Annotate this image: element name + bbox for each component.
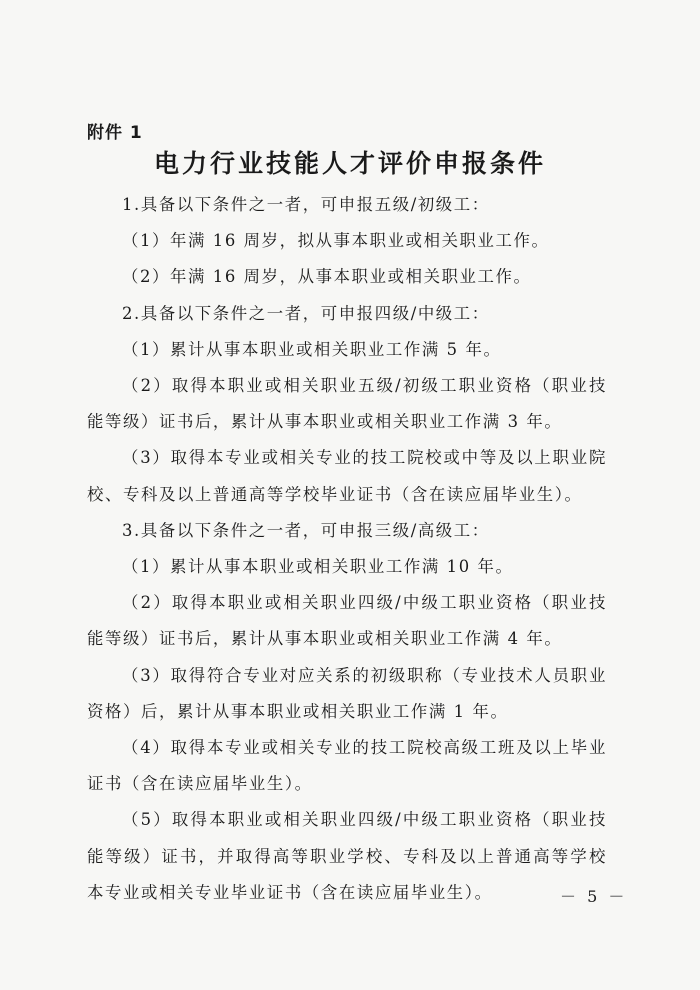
- document-title: 电力行业技能人才评价申报条件: [153, 149, 546, 178]
- paragraph-level5-heading: 1.具备以下条件之一者，可申报五级/初级工：: [122, 195, 490, 214]
- paragraph-level4-heading: 2.具备以下条件之一者，可申报四级/中级工：: [122, 303, 490, 323]
- page-number: － 5 －: [560, 887, 628, 906]
- paragraph-level5-item2: （2）年满 16 周岁，从事本职业或相关职业工作。: [122, 267, 532, 287]
- attachment-label: 附件 1: [87, 123, 143, 143]
- paragraph-level3-item1: （1）累计从事本职业或相关职业工作满 10 年。: [122, 557, 514, 577]
- paragraph-level3-item5: （5）取得本职业或相关职业四级/中级工职业资格（职业技能等级）证书，并取得高等职业学校、专科及以上普通高等学校本专业或相关专业毕业证书（含在读应届毕业生）。: [87, 810, 607, 902]
- document-body: [87, 187, 607, 911]
- paragraph-level3-item3: （3）取得符合专业对应关系的初级职称（专业技术人员职业资格）后，累计从事本职业或相关职业工作满 1 年。: [87, 665, 607, 721]
- paragraph-level5-item1: （1）年满 16 周岁，拟从事本职业或相关职业工作。: [122, 231, 550, 251]
- paragraph-level3-item4: （4）取得本专业或相关专业的技工院校高级工班及以上毕业证书（含在读应届毕业生）。: [87, 738, 607, 794]
- paragraph-level4-item3: （3）取得本专业或相关专业的技工院校或中等及以上职业院校、专科及以上普通高等学校毕业证书（含在读应届毕业生）。: [87, 448, 607, 504]
- paragraph-level4-item2: （2）取得本职业或相关职业五级/初级工职业资格（职业技能等级）证书后，累计从事本职业或相关职业工作满 3 年。: [87, 376, 607, 432]
- paragraph-level3-item2: （2）取得本职业或相关职业四级/中级工职业资格（职业技能等级）证书后，累计从事本职业或相关职业工作满 4 年。: [87, 593, 607, 649]
- paragraph-level4-item1: （1）累计从事本职业或相关职业工作满 5 年。: [122, 339, 502, 359]
- paragraph-level3-heading: 3.具备以下条件之一者，可申报三级/高级工：: [122, 520, 490, 540]
